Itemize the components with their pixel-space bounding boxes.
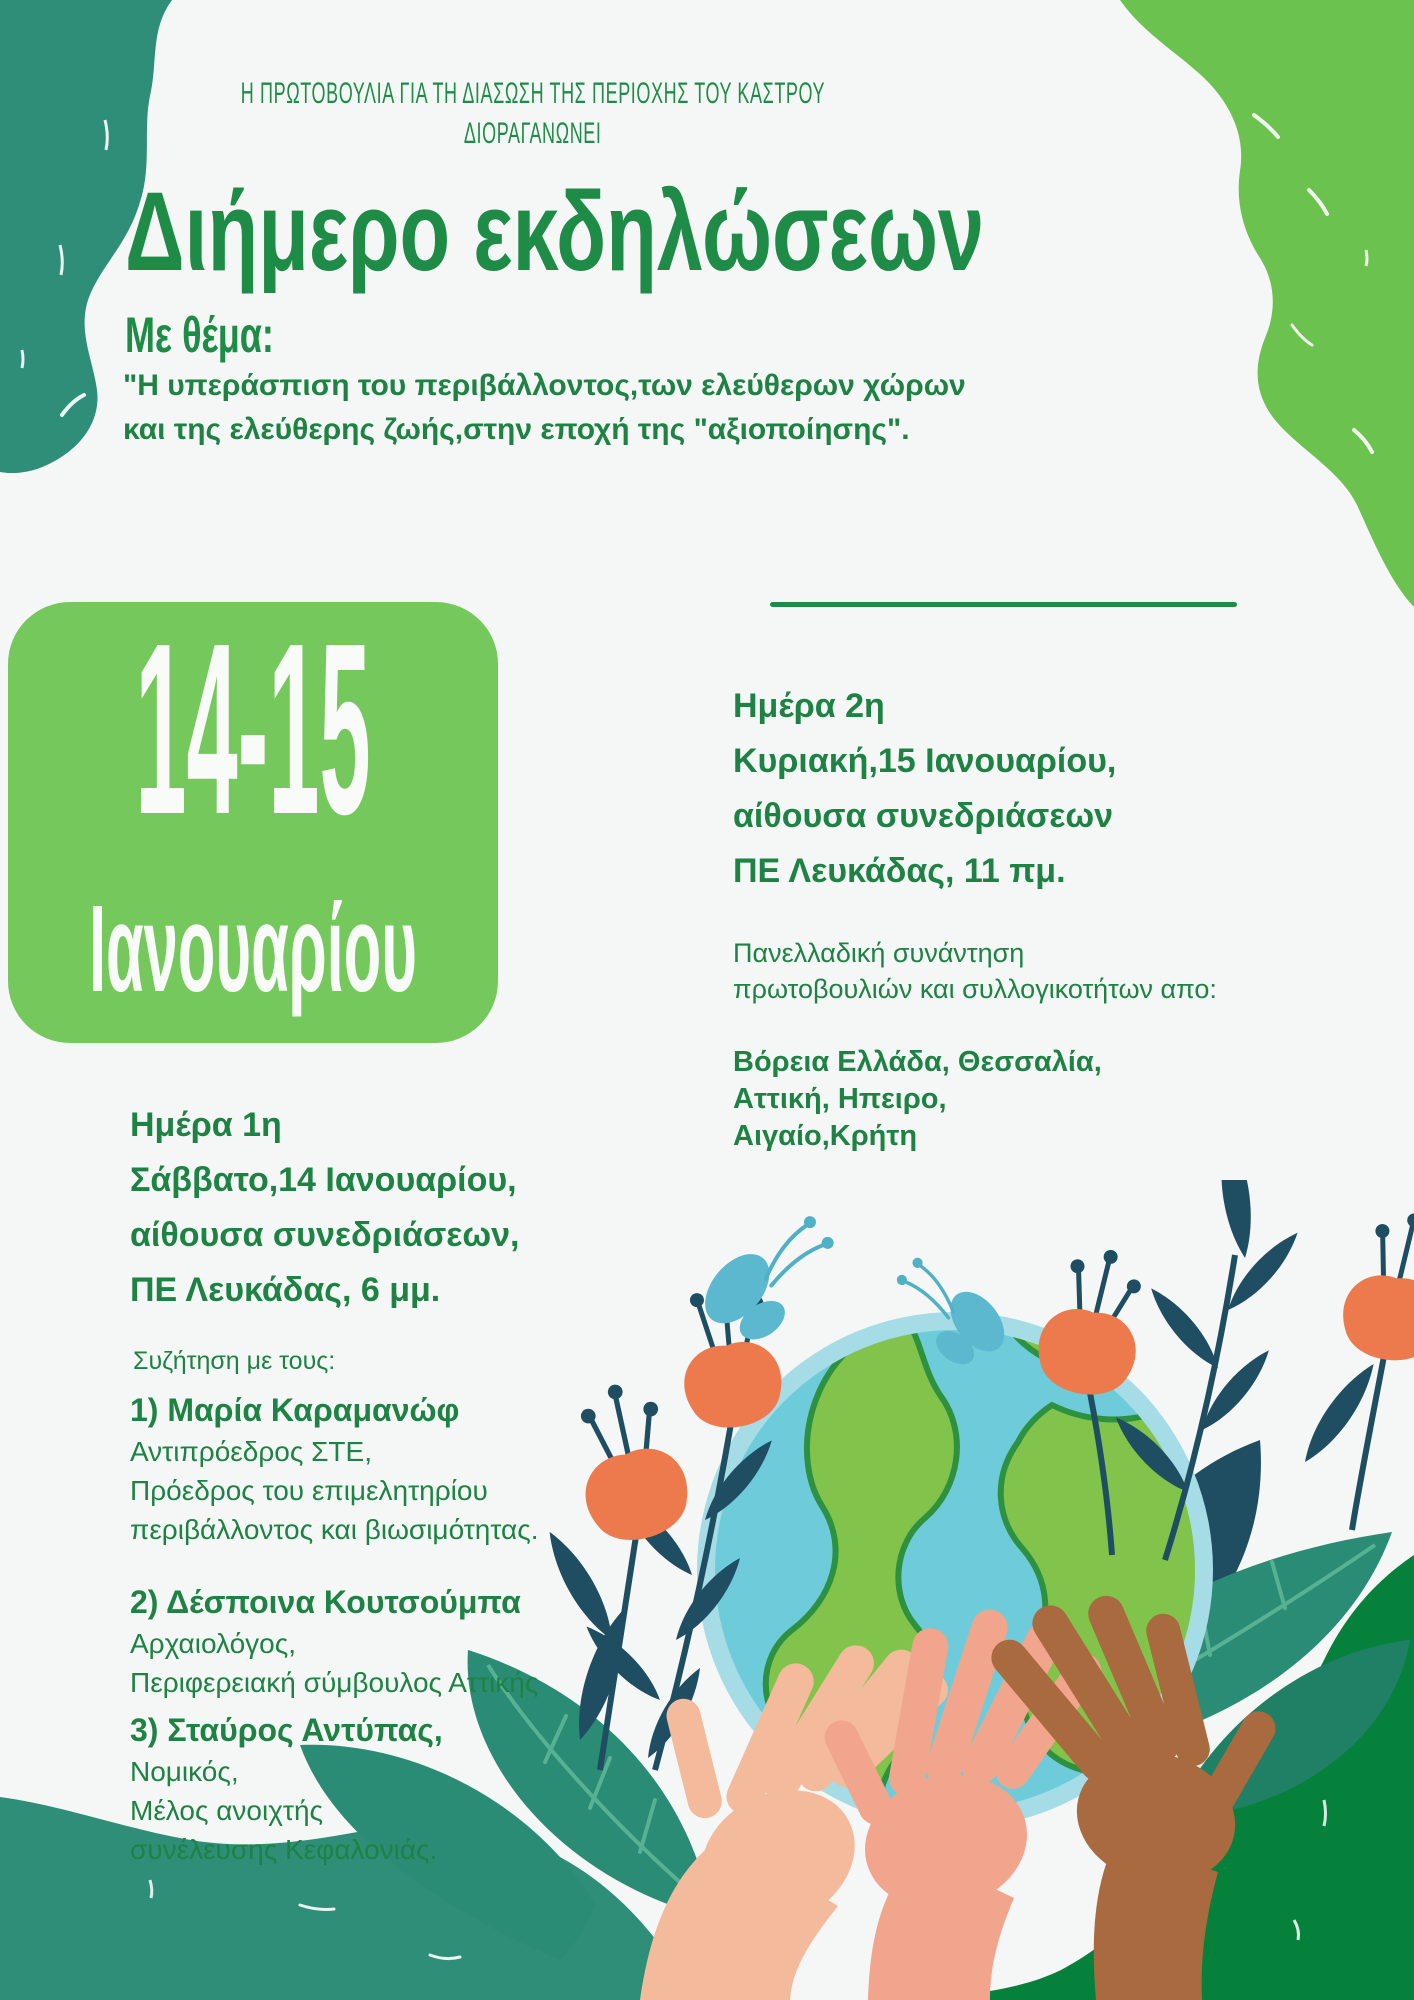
- day2-line-3: ΠΕ Λευκάδας, 11 πμ.: [733, 852, 1066, 890]
- meeting-line-1: Πανελλαδική συνάντηση: [733, 938, 1025, 968]
- day1-line-1: Σάββατο,14 Ιανουαρίου,: [130, 1161, 517, 1199]
- organizer-line-2-text: ΔΙΟΡΑΓΑΝΩΝΕΙ: [463, 117, 602, 150]
- speaker-1-name: 1) Μαρία Καραμανώφ: [130, 1392, 460, 1428]
- regions-line-1: Βόρεια Ελλάδα, Θεσσαλία,: [733, 1046, 1102, 1078]
- speaker-1-role-2: Πρόεδρος του επιμελητηρίου: [130, 1475, 488, 1506]
- organizer-line-1-text: Η ΠΡΩΤΟΒΟΥΛΙΑ ΓΙΑ ΤΗ ΔΙΑΣΩΣΗ ΤΗΣ ΠΕΡΙΟΧΗΣ ΤΟΥ ΚΑΣΤΡΟΥ: [240, 77, 825, 110]
- organizer-line-1: [0, 74, 1065, 114]
- speaker-3-role-1: Νομικός,: [130, 1756, 239, 1787]
- day2-heading: Ημέρα 2η: [733, 687, 885, 725]
- theme-label-text: Με θέμα:: [125, 307, 274, 363]
- theme-quote-line-1: "Η υπεράσπιση του περιβάλλοντος,των ελεύθερων χώρων: [123, 369, 966, 402]
- speaker-3: [130, 1708, 443, 1869]
- organizer-line-2: [0, 114, 1065, 154]
- day1-line-2: αίθουσα συνεδριάσεων,: [130, 1216, 520, 1254]
- theme-quote-line-2: και της ελεύθερης ζωής,στην εποχή της "αξιοποίησης".: [123, 413, 910, 446]
- day2-block: [733, 679, 1116, 899]
- speaker-1: [130, 1388, 539, 1549]
- speaker-1-role-1: Αντιπρόεδρος ΣΤΕ,: [130, 1436, 372, 1467]
- speaker-2: [130, 1580, 538, 1702]
- day1-block: [130, 1098, 519, 1318]
- speaker-2-role-2: Περιφερειακή σύμβουλος Αττικής: [130, 1667, 539, 1698]
- meeting-line-2: πρωτοβουλιών και συλλογικοτήτων απο:: [733, 974, 1217, 1004]
- day1-line-3: ΠΕ Λευκάδας, 6 μμ.: [130, 1271, 441, 1309]
- speaker-2-name: 2) Δέσποινα Κουτσούμπα: [130, 1584, 521, 1620]
- page-title-text: Διήμερο εκδηλώσεων: [125, 169, 985, 294]
- regions-list: [733, 1044, 1102, 1155]
- speaker-3-role-2: Μέλος ανοιχτής: [130, 1795, 324, 1826]
- speaker-3-name: 3) Σταύρος Αντύπας,: [130, 1712, 443, 1748]
- divider-line: [770, 602, 1237, 607]
- page-title: [125, 168, 1286, 297]
- regions-line-3: Αιγαίο,Κρήτη: [733, 1120, 918, 1152]
- organizer-text: [0, 74, 1065, 154]
- date-box: [8, 593, 498, 1043]
- event-dates: 14-15: [135, 593, 371, 866]
- top-right-blob-shape: [1104, 0, 1414, 625]
- event-month: Ιανουαρίου: [88, 879, 418, 1019]
- theme-label: [125, 308, 332, 363]
- meeting-description: [733, 935, 1217, 1007]
- speaker-2-role-1: Αρχαιολόγος,: [130, 1628, 296, 1659]
- day2-line-1: Κυριακή,15 Ιανουαρίου,: [733, 742, 1117, 780]
- discussion-label: Συζήτηση με τους:: [133, 1347, 336, 1375]
- speaker-3-role-3: συνέλευσης Κεφαλονιάς.: [130, 1834, 438, 1865]
- day1-heading: Ημέρα 1η: [130, 1106, 282, 1144]
- theme-quote: [123, 364, 966, 452]
- flower-icon: [1032, 1205, 1414, 1402]
- day2-line-2: αίθουσα συνεδριάσεων: [733, 797, 1114, 835]
- speaker-1-role-3: περιβάλλοντος και βιωσιμότητας.: [130, 1514, 539, 1545]
- regions-line-2: Αττική, Ηπειρο,: [733, 1083, 947, 1115]
